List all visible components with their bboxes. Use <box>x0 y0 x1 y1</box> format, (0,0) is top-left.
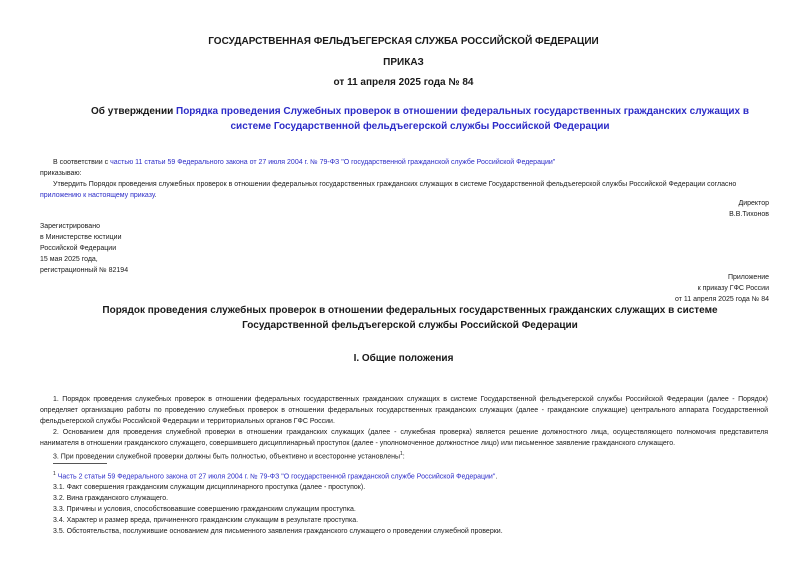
registration-line3: Российской Федерации <box>40 245 117 252</box>
signature-position: Директор <box>738 200 769 207</box>
list-item: 3.3. Причины и условия, способствовавшие совершению гражданским служащим проступка. <box>53 506 356 513</box>
section-title: I. Общие положения <box>353 353 454 364</box>
order-word: приказываю: <box>40 170 82 177</box>
footnote <box>53 469 773 482</box>
list-item: 3.2. Вина гражданского служащего. <box>53 495 169 502</box>
footnote-link[interactable]: Часть 2 статьи 59 Федерального закона от 27 июля 2004 г. № 79-ФЗ "О государственной гражданской службе Российской Федерации" <box>57 473 496 481</box>
order-title-prefix: Об утверждении <box>91 106 177 117</box>
registration-line2: в Министерстве юстиции <box>40 234 122 241</box>
appendix-line1: Приложение <box>727 274 769 281</box>
registration-line1: Зарегистрировано <box>40 223 100 230</box>
order-title <box>80 104 760 134</box>
paragraph-3 <box>53 449 768 462</box>
registration-line5: регистрационный № 82194 <box>40 267 129 274</box>
paragraph-1: 1. Порядок проведения служебных проверок в отношении федеральных государственных гражданских служащих в системе Государственной фельдъегерской службы Российской Федерации (далее - Порядок) определяет организацию работы по проведению служебных проверок в отношении федеральных государственных гражданских служащих (далее - гражданские служащие) центрального аппарата Государственной фельдъегерской службы Российской Федерации и территориальных органов ГФС России. <box>40 396 768 425</box>
doc-date-number: от 11 апреля 2025 года № 84 <box>333 77 474 88</box>
approve-end: . <box>154 192 157 199</box>
preamble <box>53 157 783 168</box>
list-item: 3.5. Обстоятельства, послужившие основанием для письменного заявления гражданского служащего о проведении служебной проверки. <box>53 528 503 535</box>
appendix-line2: к приказу ГФС России <box>697 285 769 292</box>
list-item: 3.1. Факт совершения гражданским служащим дисциплинарного проступка (далее - проступок). <box>53 484 366 491</box>
approve-text: Утвердить Порядок проведения служебных проверок в отношении федеральных государственных гражданских служащих в системе Государственной фельдъегерской службы Российской Федерации согласно <box>53 181 737 188</box>
doc-type: ПРИКАЗ <box>383 57 424 68</box>
procedure-title: Порядок проведения служебных проверок в отношении федеральных государственных гражданских служащих в системе Государственной фельдъегерской службы Российской Федерации <box>102 305 718 331</box>
footnote-ref[interactable]: 1 <box>399 451 403 457</box>
order-title-link[interactable]: Порядка проведения Служебных проверок в отношении федеральных государственных гражданских служащих в системе Государственной фельдъегерской службы Российской Федерации <box>176 106 749 132</box>
registration-line4: 15 мая 2025 года, <box>40 256 98 263</box>
paragraph-3-end: : <box>402 453 405 461</box>
appendix-link[interactable]: приложению к настоящему приказу <box>40 192 155 199</box>
law-link[interactable]: частью 11 статьи 59 Федерального закона от 27 июля 2004 г. № 79-ФЗ "О государственной гражданской службе Российской Федерации" <box>110 159 556 166</box>
preamble-intro: В соответствии с <box>53 159 111 166</box>
signature-name: В.В.Тихонов <box>729 211 769 218</box>
paragraph-2: 2. Основанием для проведения служебной проверки в отношении гражданских служащих (далее - служебная проверка) является решение должностного лица, осуществляющего полномочия представителя нанимателя в отношении гражданского служащего, совершившего дисциплинарный проступок (далее - уполномоченное должностное лицо) или письменное заявление гражданского служащего. <box>40 429 768 447</box>
appendix-line3: от 11 апреля 2025 года № 84 <box>675 296 769 303</box>
footnote-divider <box>53 463 107 464</box>
footnote-marker: 1 <box>53 471 56 477</box>
agency-heading: ГОСУДАРСТВЕННАЯ ФЕЛЬДЪЕГЕРСКАЯ СЛУЖБА РОССИЙСКОЙ ФЕДЕРАЦИИ <box>208 36 599 47</box>
paragraph-3-text: 3. При проведении служебной проверки должны быть полностью, объективно и всесторонне установлены <box>53 453 400 461</box>
list-item: 3.4. Характер и размер вреда, причиненного гражданским служащим в результате проступка. <box>53 517 359 524</box>
footnote-end: . <box>495 473 498 481</box>
